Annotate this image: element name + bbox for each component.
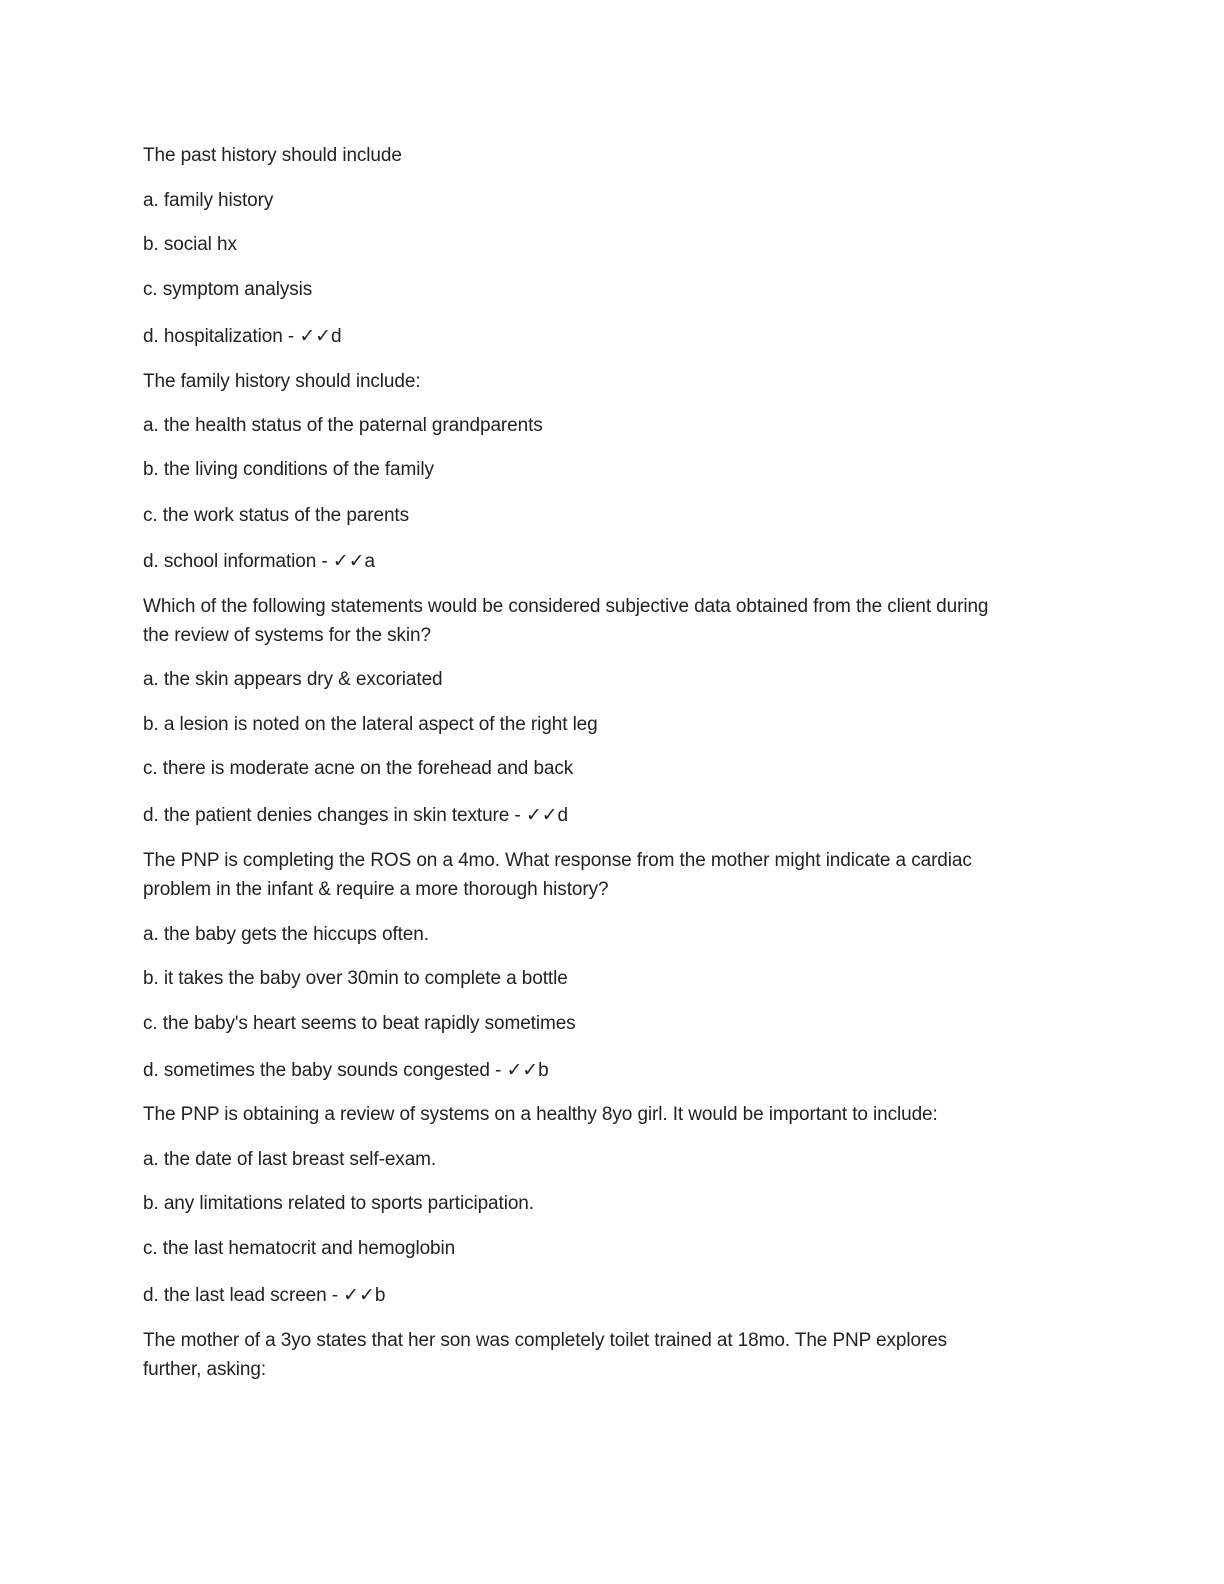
question-6-stem-line-2: further, asking: bbox=[143, 1359, 267, 1380]
question-3-stem-line-1: Which of the following statements would be considered subjective data obtained from the client during bbox=[143, 596, 989, 617]
question-5-option-d: d. the last lead screen - ✓✓b bbox=[143, 1285, 386, 1306]
question-4-stem-line-1: The PNP is completing the ROS on a 4mo. What response from the mother might indicate a cardiac bbox=[143, 850, 972, 871]
question-1-option-a: a. family history bbox=[143, 190, 274, 211]
question-2-option-a: a. the health status of the paternal grandparents bbox=[143, 415, 543, 436]
question-2-stem: The family history should include: bbox=[143, 371, 421, 392]
question-4-option-a: a. the baby gets the hiccups often. bbox=[143, 924, 429, 945]
question-1-option-b: b. social hx bbox=[143, 234, 237, 255]
question-2-option-d: d. school information - ✓✓a bbox=[143, 551, 375, 572]
question-5-option-b: b. any limitations related to sports participation. bbox=[143, 1193, 534, 1214]
question-3-option-b: b. a lesion is noted on the lateral aspect of the right leg bbox=[143, 714, 598, 735]
question-5-option-a: a. the date of last breast self-exam. bbox=[143, 1149, 437, 1170]
question-6-stem-line-1: The mother of a 3yo states that her son was completely toilet trained at 18mo. The PNP explores bbox=[143, 1330, 948, 1351]
question-5-stem: The PNP is obtaining a review of systems on a healthy 8yo girl. It would be important to include: bbox=[143, 1104, 938, 1125]
question-3-option-a: a. the skin appears dry & excoriated bbox=[143, 669, 443, 690]
question-4-stem-line-2: problem in the infant & require a more thorough history? bbox=[143, 879, 609, 900]
question-1-option-d: d. hospitalization - ✓✓d bbox=[143, 326, 342, 347]
question-4-option-d: d. sometimes the baby sounds congested - ✓✓b bbox=[143, 1060, 549, 1081]
question-5-option-c: c. the last hematocrit and hemoglobin bbox=[143, 1238, 456, 1259]
question-3-option-d: d. the patient denies changes in skin texture - ✓✓d bbox=[143, 805, 568, 826]
question-4-option-c: c. the baby's heart seems to beat rapidly sometimes bbox=[143, 1013, 576, 1034]
question-2-option-c: c. the work status of the parents bbox=[143, 505, 410, 526]
question-2-option-b: b. the living conditions of the family bbox=[143, 459, 434, 480]
question-3-stem-line-2: the review of systems for the skin? bbox=[143, 625, 431, 646]
question-3-option-c: c. there is moderate acne on the forehead and back bbox=[143, 758, 574, 779]
question-4-option-b: b. it takes the baby over 30min to complete a bottle bbox=[143, 968, 568, 989]
question-1-option-c: c. symptom analysis bbox=[143, 279, 313, 300]
question-1-stem: The past history should include bbox=[143, 145, 402, 166]
